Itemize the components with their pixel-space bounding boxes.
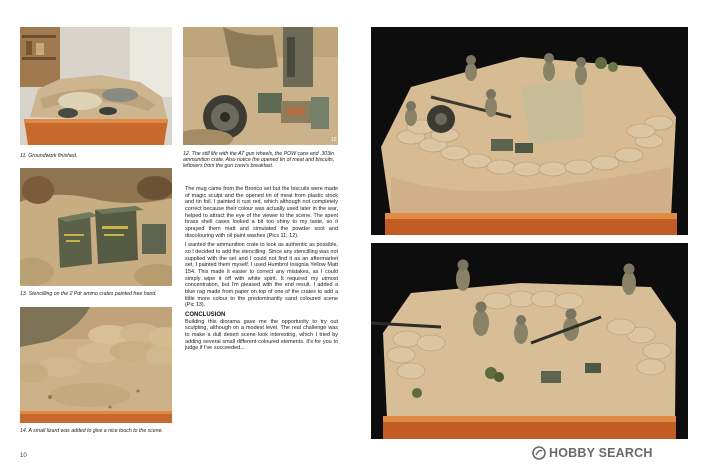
photo-lizard — [20, 307, 172, 423]
photo-diorama-top — [371, 27, 688, 235]
caption-pic11: 11. Groundwork finished. — [20, 153, 78, 159]
article-paragraph-2: I wanted the ammunition crate to look as authentic as possible, so I decided to add the stencilling. Since any stencilling was not supplied with the set and I could not find it as an aftermarket set, I painted them myself. I used Humbrol Insignia Yellow Matt 154. This made it easier to correct any mistakes, as I could simply wipe it off with white spirit. It required my utmost concentration, but I'm pleased with the end result. I added a blue rag made from paper on top of one of the crates to add a little more colour to the predominantly sand coloured scene (Pic 13). — [185, 242, 338, 309]
lizard-image — [20, 307, 172, 423]
caption-pic12: 12. The still life with the AT gun wheels, the POW cans and .303in ammunition crate. Also notice the opened tin of meat and biscuits, leftovers from the gun crew's breakfast. — [183, 151, 335, 170]
hobby-search-logo-icon — [532, 446, 546, 460]
photo-still-life — [183, 27, 338, 145]
ammo-crates-image — [20, 168, 172, 286]
still-life-image — [183, 27, 338, 145]
diorama-top-image — [371, 27, 688, 235]
photo-groundwork-finished — [20, 27, 172, 145]
photo-diorama-bottom — [371, 243, 688, 439]
hobby-search-watermark — [532, 446, 653, 460]
article-body — [185, 186, 338, 355]
conclusion-text: Building this diorama gave me the opportunity to try out sculpting, although on a modest level. The real challenge was to make a dull desert scene look interesting, which I tried by adding several small different coloured elements. It's for you to judge if I've succeeded... — [185, 318, 338, 352]
svg-text:12: 12 — [331, 137, 337, 143]
groundwork-image — [20, 27, 172, 145]
page-number: 10 — [20, 453, 27, 459]
conclusion-heading: CONCLUSION — [185, 311, 226, 318]
caption-pic14: 14. A small lizard was added to give a nice touch to the scene. — [20, 428, 163, 434]
diorama-bottom-image — [371, 243, 688, 439]
photo-ammo-crates — [20, 168, 172, 286]
watermark-text: HOBBY SEARCH — [549, 446, 653, 460]
caption-pic13: 13. Stencilling on the 2 Pdr ammo crates painted free hand. — [20, 291, 157, 297]
article-paragraph-1: The mug came from the Bronco set but the biscuits were made of magic sculpt and the opened tin of meat from plastic stock and tin foil. I painted it rust red, which although not completely correct because their colour was actually used later in the war, helped to attract the eye of the viewer to the scene. The spent brass shell cases looked a bit too shiny to my taste, so it sprayed them matt and simulated the powder soot and discolouring with oil paint washes (Pics 11, 12). — [185, 186, 338, 239]
